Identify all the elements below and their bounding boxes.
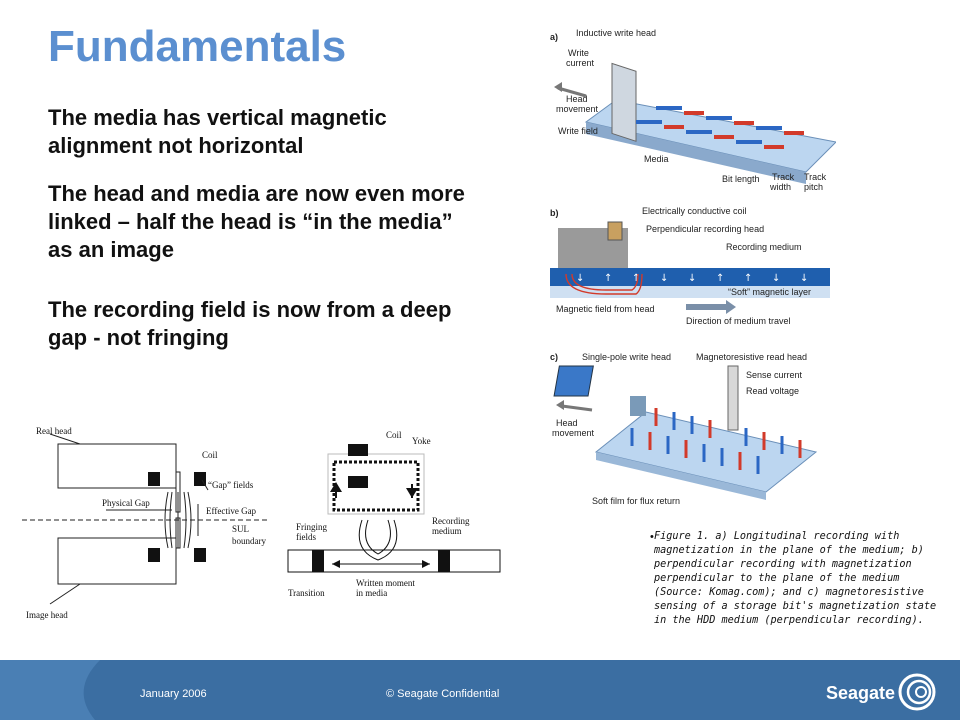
label-effective-gap: Effective Gap — [206, 506, 257, 516]
svg-text:↑: ↑ — [604, 273, 613, 284]
seagate-logo-icon — [897, 672, 937, 712]
svg-text:Media: Media — [644, 154, 669, 164]
svg-text:Head: Head — [566, 94, 588, 104]
label-in-media: in media — [356, 588, 388, 598]
svg-text:Recording medium: Recording medium — [726, 242, 802, 252]
coil-block-upper-left — [148, 472, 160, 486]
label-fringing: Fringing — [296, 522, 328, 532]
svg-text:current: current — [566, 58, 595, 68]
label-yoke: Yoke — [412, 436, 431, 446]
label-physical-gap: Physical Gap — [102, 498, 150, 508]
svg-text:movement: movement — [556, 104, 599, 114]
seagate-logo-text: Seagate — [826, 683, 896, 703]
label-image-head: Image head — [26, 610, 68, 620]
bullet-head-media-linked: The head and media are now even more linked – half the head is “in the media” as an image — [48, 181, 465, 262]
panel-b-letter: b) — [550, 208, 559, 218]
figure-caption: Figure 1. a) Longitudinal recording with magnetization in the plane of the medium; b) perpendicular recording with magnetization perpendicular to the plane of the medium (Source: Komag.com); and c) magnetoresistive sensing of a storage bit's magnetization state in the HDD medium (perpendicular recording). — [654, 531, 937, 626]
svg-text:Magnetoresistive read head: Magnetoresistive read head — [696, 352, 808, 362]
label-gap-fields: “Gap” fields — [208, 480, 254, 490]
svg-text:Read voltage: Read voltage — [746, 386, 800, 396]
bullet-deep-gap: The recording field is now from a deep gap - not fringing — [48, 297, 452, 350]
svg-text:↓: ↓ — [576, 273, 585, 284]
caption-bullet: • — [650, 531, 654, 543]
yoke-medium-diagram — [282, 424, 504, 610]
footer-confidential: © Seagate Confidential — [386, 688, 500, 700]
slide-title: Fundamentals — [48, 22, 347, 71]
label-boundary: boundary — [232, 536, 266, 546]
label-recording: Recording — [432, 516, 470, 526]
svg-text:Bit length: Bit length — [722, 174, 760, 184]
bullet-vertical-alignment: The media has vertical magnetic alignment not horizontal — [48, 105, 387, 158]
svg-text:↓: ↓ — [660, 273, 669, 284]
label-coil-middle: Coil — [386, 430, 402, 440]
label-fields: fields — [296, 532, 316, 542]
svg-text:Single-pole write head: Single-pole write head — [582, 352, 672, 362]
panel-c-letter: c) — [550, 352, 559, 362]
label-coil: Coil — [202, 450, 218, 460]
svg-text:Magnetic field from head: Magnetic field from head — [556, 304, 655, 314]
svg-text:Write field: Write field — [558, 126, 598, 136]
svg-text:↑: ↑ — [632, 273, 641, 284]
panel-a-longitudinal — [550, 28, 836, 192]
svg-text:↓: ↓ — [688, 273, 697, 284]
coil-block-inner — [348, 476, 368, 488]
svg-text:Inductive write head: Inductive write head — [576, 28, 657, 38]
label-real-head: Real head — [36, 426, 72, 436]
svg-text:↓: ↓ — [772, 273, 781, 284]
svg-text:width: width — [770, 182, 792, 192]
svg-text:pitch: pitch — [804, 182, 824, 192]
svg-text:Perpendicular recording head: Perpendicular recording head — [646, 224, 765, 234]
svg-text:Write: Write — [568, 48, 589, 58]
label-medium: medium — [432, 526, 462, 536]
label-sul: SUL — [232, 524, 250, 534]
svg-text:Head: Head — [556, 418, 578, 428]
svg-text:movement: movement — [552, 428, 595, 438]
coil-block-lower-left — [148, 548, 160, 562]
recording-comparison-figure — [546, 22, 836, 512]
svg-text:Track: Track — [772, 172, 795, 182]
svg-text:↑: ↑ — [744, 273, 753, 284]
svg-text:Track: Track — [804, 172, 827, 182]
coil-block-top — [348, 444, 368, 456]
panel-b-perpendicular — [550, 206, 830, 326]
svg-text:“Soft” magnetic layer: “Soft” magnetic layer — [728, 287, 812, 297]
svg-text:Electrically conductive coil: Electrically conductive coil — [642, 206, 747, 216]
head-image-diagram — [22, 420, 272, 630]
svg-text:Sense current: Sense current — [746, 370, 803, 380]
svg-text:↑: ↑ — [716, 273, 725, 284]
coil-block-lower-right — [194, 548, 206, 562]
panel-a-letter: a) — [550, 32, 559, 42]
svg-text:↓: ↓ — [800, 273, 809, 284]
svg-text:Direction of medium travel: Direction of medium travel — [686, 316, 791, 326]
label-written-moment: Written moment — [356, 578, 415, 588]
panel-c-magnetoresistive — [550, 352, 816, 506]
label-transition: Transition — [288, 588, 325, 598]
svg-text:Soft film for flux return: Soft film for flux return — [592, 496, 681, 506]
footer-date: January 2006 — [140, 688, 207, 700]
